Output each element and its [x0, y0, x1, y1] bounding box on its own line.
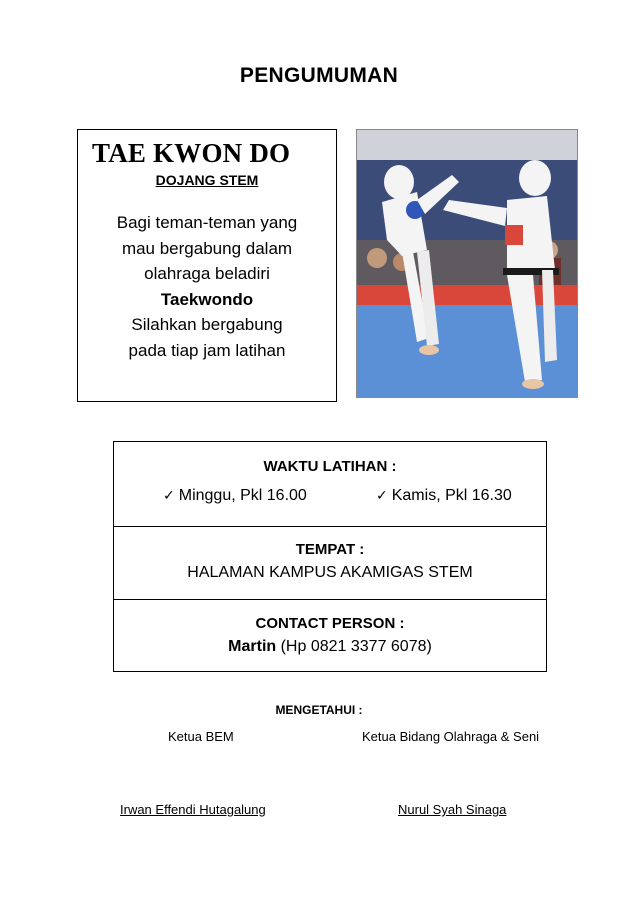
checkmark-icon: ✓: [163, 488, 175, 504]
approval-heading: MENGETAHUI :: [275, 703, 363, 717]
place-value: HALAMAN KAMPUS AKAMIGAS STEM: [187, 564, 473, 581]
signatory-name-right: Nurul Syah Sinaga: [398, 802, 507, 817]
schedule-item-label: Minggu, Pkl 16.00: [178, 487, 307, 504]
promo-line: olahraga beladiri: [144, 264, 270, 283]
info-table: [113, 441, 547, 672]
fighter-right-helmet: [519, 160, 551, 196]
place-row: [114, 526, 546, 599]
contact-row: [114, 599, 546, 671]
contact-name: Martin: [228, 638, 277, 655]
promo-line-emphasis: Taekwondo: [160, 289, 254, 309]
place-heading: TEMPAT :: [295, 541, 365, 558]
promo-body: [78, 210, 336, 363]
schedule-item: [376, 487, 512, 505]
promo-line: Bagi teman-teman yang: [116, 213, 298, 232]
schedule-list: [114, 487, 546, 513]
taekwondo-photo: [356, 129, 578, 398]
contact-value: [114, 638, 546, 656]
page-title: PENGUMUMAN: [239, 64, 399, 87]
promo-heading: TAE KWON DO: [92, 138, 291, 168]
schedule-heading: WAKTU LATIHAN :: [263, 458, 397, 475]
signatory-name-left: Irwan Effendi Hutagalung: [120, 802, 266, 817]
promo-box: [77, 129, 337, 402]
signatory-role-right: Ketua Bidang Olahraga & Seni: [362, 729, 540, 744]
fighter-left-helmet: [384, 165, 414, 199]
schedule-item-label: Kamis, Pkl 16.30: [391, 487, 512, 504]
promo-line: Silahkan bergabung: [131, 315, 283, 334]
contact-phone: (Hp 0821 3377 6078): [276, 638, 432, 655]
promo-line: mau bergabung dalam: [121, 238, 293, 258]
promo-subheading: DOJANG STEM: [155, 172, 259, 188]
promo-line: pada tiap jam latihan: [128, 340, 286, 360]
schedule-item: [163, 487, 307, 505]
checkmark-icon: ✓: [376, 488, 388, 504]
signatory-role-left: Ketua BEM: [168, 729, 234, 744]
schedule-row: [114, 442, 546, 526]
taekwondo-photo-illustration: [357, 130, 578, 398]
contact-heading: CONTACT PERSON :: [255, 615, 405, 632]
